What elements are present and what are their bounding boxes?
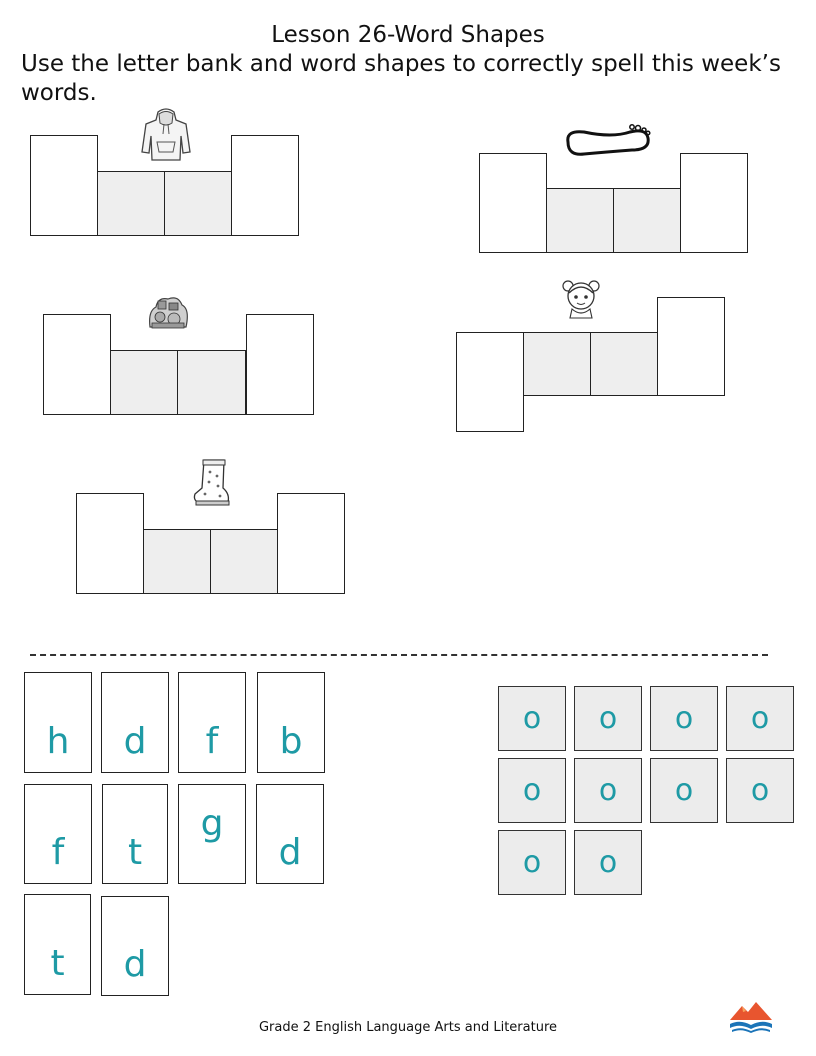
letter-tile[interactable] — [256, 784, 324, 884]
vowel-tile[interactable] — [650, 686, 718, 751]
word-5-letter-box-3[interactable] — [210, 529, 278, 594]
vowel-tile-text: o — [598, 701, 618, 736]
letter-tile-text: d — [123, 721, 147, 762]
word-3-letter-box-2[interactable] — [110, 350, 178, 415]
letter-tile[interactable] — [257, 672, 325, 773]
letter-tile-text: d — [123, 944, 147, 985]
letter-tile[interactable] — [24, 894, 91, 995]
vowel-tile-text: o — [522, 701, 542, 736]
vowel-tile-text: o — [674, 773, 694, 808]
vowel-tile[interactable] — [498, 686, 566, 751]
vowel-tile[interactable] — [574, 686, 642, 751]
vowel-tile-text: o — [750, 701, 770, 736]
word-1-letter-box-3[interactable] — [164, 171, 232, 236]
letter-tile[interactable] — [101, 896, 169, 996]
vowel-tile-text: o — [522, 845, 542, 880]
word-2-letter-box-4[interactable] — [680, 153, 748, 253]
vowel-tile[interactable] — [726, 686, 794, 751]
vowel-tile-text: o — [522, 773, 542, 808]
letter-tile[interactable] — [178, 784, 246, 884]
instructions-text: Use the letter bank and word shapes to correctly spell this week’s words. — [21, 51, 781, 106]
boot-icon — [190, 456, 232, 508]
word-4-letter-box-1[interactable] — [456, 332, 524, 432]
word-2-letter-box-3[interactable] — [613, 188, 681, 253]
word-1-letter-box-1[interactable] — [30, 135, 98, 236]
word-3-letter-box-4[interactable] — [246, 314, 314, 415]
footer-text: Grade 2 English Language Arts and Literature — [258, 1020, 558, 1035]
letter-tile-text: d — [278, 832, 302, 873]
vowel-tile[interactable] — [574, 758, 642, 823]
letter-tile[interactable] — [101, 672, 169, 773]
vowel-tile[interactable] — [498, 830, 566, 895]
vowel-tile[interactable] — [574, 830, 642, 895]
letter-tile[interactable] — [178, 672, 246, 773]
vowel-tile-text: o — [598, 773, 618, 808]
letter-tile-text: t — [50, 943, 65, 984]
letter-tile-text: g — [200, 803, 224, 844]
letter-tile-text: f — [205, 721, 219, 762]
letter-tile-text: f — [51, 832, 65, 873]
letter-tile[interactable] — [24, 672, 92, 773]
word-4-letter-box-2[interactable] — [523, 332, 591, 396]
word-3-letter-box-3[interactable] — [177, 350, 246, 415]
vowel-tile-text: o — [598, 845, 618, 880]
letter-tile[interactable] — [102, 784, 168, 884]
letter-tile-text: b — [279, 721, 303, 762]
cut-line-divider — [30, 654, 768, 656]
word-2-letter-box-1[interactable] — [479, 153, 547, 253]
letter-tile-text: h — [46, 721, 70, 762]
letter-tile[interactable] — [24, 784, 92, 884]
girl-face-icon — [561, 277, 601, 319]
word-5-letter-box-1[interactable] — [76, 493, 144, 594]
word-1-letter-box-2[interactable] — [97, 171, 165, 236]
food-pile-icon — [146, 293, 190, 333]
letter-tile-text: t — [127, 832, 143, 873]
vowel-tile-text: o — [750, 773, 770, 808]
word-5-letter-box-4[interactable] — [277, 493, 345, 594]
mountain-book-logo-icon — [728, 1000, 774, 1034]
footprint-icon — [562, 122, 654, 160]
vowel-tile[interactable] — [726, 758, 794, 823]
vowel-tile[interactable] — [498, 758, 566, 823]
word-2-letter-box-2[interactable] — [546, 188, 614, 253]
hoodie-icon — [139, 106, 193, 162]
word-1-letter-box-4[interactable] — [231, 135, 299, 236]
vowel-tile[interactable] — [650, 758, 718, 823]
word-4-letter-box-4[interactable] — [657, 297, 725, 396]
word-5-letter-box-2[interactable] — [143, 529, 211, 594]
vowel-tile-text: o — [674, 701, 694, 736]
word-4-letter-box-3[interactable] — [590, 332, 658, 396]
word-3-letter-box-1[interactable] — [43, 314, 111, 415]
page-title: Lesson 26-Word Shapes — [271, 22, 545, 48]
